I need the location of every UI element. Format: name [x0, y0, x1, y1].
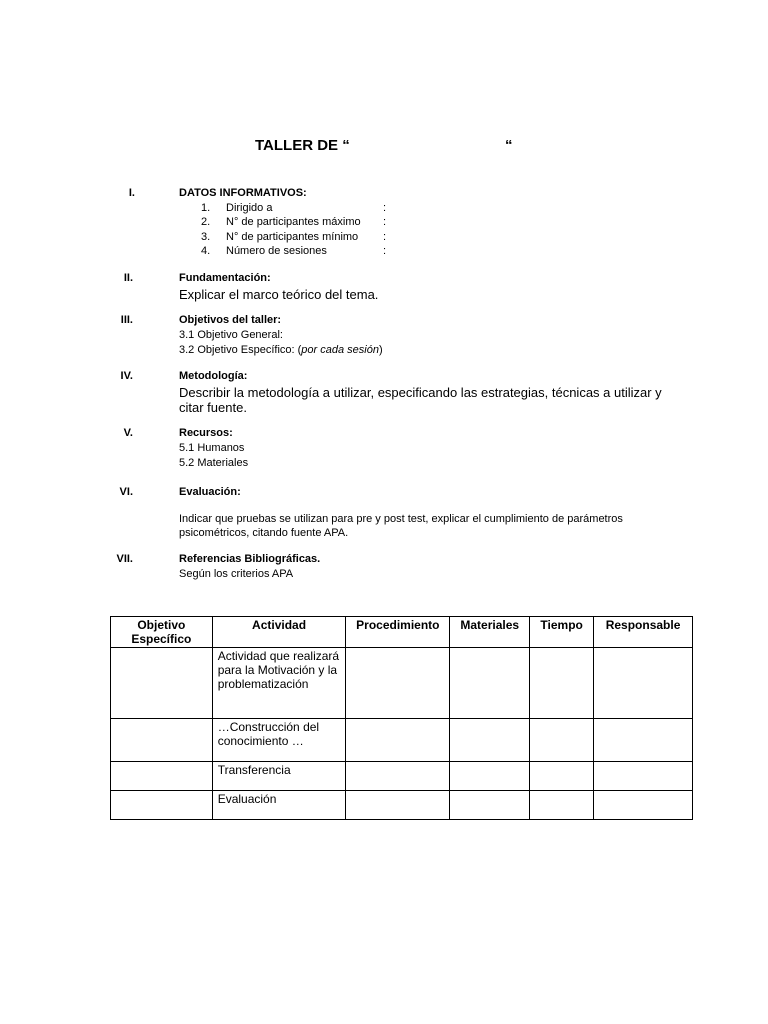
table-cell [594, 791, 693, 820]
table-row [111, 719, 693, 762]
fundamentacion-text: Explicar el marco teórico del tema. [179, 287, 379, 302]
column-header-tiempo: Tiempo [530, 617, 594, 648]
activity-cell: Transferencia [212, 762, 346, 791]
column-header-actividad: Actividad [212, 617, 346, 648]
table-cell [530, 719, 594, 762]
table-cell [111, 719, 213, 762]
objetivo-especifico-line [179, 344, 383, 356]
table-cell [450, 762, 530, 791]
list-item-colon: : [383, 202, 387, 214]
section-heading-fundamentacion: Fundamentación: [179, 272, 271, 284]
table-cell [111, 648, 213, 719]
section-heading-datos: DATOS INFORMATIVOS: [179, 187, 307, 199]
list-item-colon: : [383, 216, 387, 228]
section-heading-evaluacion: Evaluación: [179, 486, 241, 498]
table-cell [594, 719, 693, 762]
objetivo-especifico-note: por cada sesión [301, 344, 379, 356]
table-row [111, 648, 693, 719]
table-cell [450, 719, 530, 762]
objetivo-general-line: 3.1 Objetivo General: [179, 329, 283, 341]
table-cell [111, 762, 213, 791]
list-item-colon: : [383, 245, 387, 257]
metodologia-text-line1: Describir la metodología a utilizar, especificando las estrategias, técnicas a utilizar y [179, 385, 662, 400]
objetivo-especifico-suffix: ) [378, 344, 383, 356]
list-item-number: 1. [201, 202, 211, 214]
activity-cell: Actividad que realizará para la Motivación y la problematización [212, 648, 346, 719]
section-number: II. [123, 272, 133, 284]
section-heading-objetivos: Objetivos del taller: [179, 314, 282, 326]
section-heading-metodologia: Metodología: [179, 370, 248, 382]
metodologia-text-line2: citar fuente. [179, 400, 247, 415]
workshop-title-closing-quote: “ [505, 137, 513, 154]
section-heading-referencias: Referencias Bibliográficas. [179, 553, 321, 565]
evaluacion-text-line1: Indicar que pruebas se utilizan para pre y post test, explicar el cumplimiento de parámetros [179, 513, 623, 525]
section-heading-recursos: Recursos: [179, 427, 233, 439]
column-header-materiales: Materiales [450, 617, 530, 648]
session-plan-table [110, 616, 693, 820]
list-item-number: 3. [201, 231, 211, 243]
activity-cell: …Construcción del conocimiento … [212, 719, 346, 762]
table-cell [594, 762, 693, 791]
table-cell [111, 791, 213, 820]
column-header-objetivo: Objetivo Específico [111, 617, 213, 648]
table-cell [594, 648, 693, 719]
table-cell [530, 648, 594, 719]
table-cell [530, 762, 594, 791]
table-cell [450, 791, 530, 820]
table-row [111, 791, 693, 820]
column-header-responsable: Responsable [594, 617, 693, 648]
list-item-colon: : [383, 231, 387, 243]
column-header-procedimiento: Procedimiento [346, 617, 450, 648]
recursos-materiales: 5.2 Materiales [179, 457, 249, 469]
list-item-number: 2. [201, 216, 211, 228]
section-number: IV. [120, 370, 133, 382]
list-item-label: Dirigido a [226, 202, 273, 214]
recursos-humanos: 5.1 Humanos [179, 442, 245, 454]
table-cell [346, 791, 450, 820]
table-cell [346, 648, 450, 719]
section-number: III. [120, 314, 133, 326]
referencias-text: Según los criterios APA [179, 568, 294, 580]
objetivo-especifico-prefix: 3.2 Objetivo Específico: ( [179, 344, 302, 356]
list-item-label: N° de participantes máximo [226, 216, 361, 228]
section-number: VII. [116, 553, 133, 565]
activity-cell: Evaluación [212, 791, 346, 820]
list-item-number: 4. [201, 245, 211, 257]
table-header-row [111, 617, 693, 648]
list-item-label: Número de sesiones [226, 245, 327, 257]
list-item-label: N° de participantes mínimo [226, 231, 359, 243]
table-cell [530, 791, 594, 820]
section-number: V. [123, 427, 133, 439]
table-cell [346, 719, 450, 762]
section-number: I. [128, 187, 135, 199]
section-number: VI. [119, 486, 133, 498]
table-cell [450, 648, 530, 719]
evaluacion-text-line2: psicométricos, citando fuente APA. [179, 527, 349, 539]
table-row [111, 762, 693, 791]
workshop-title: TALLER DE “ [255, 137, 350, 154]
table-cell [346, 762, 450, 791]
